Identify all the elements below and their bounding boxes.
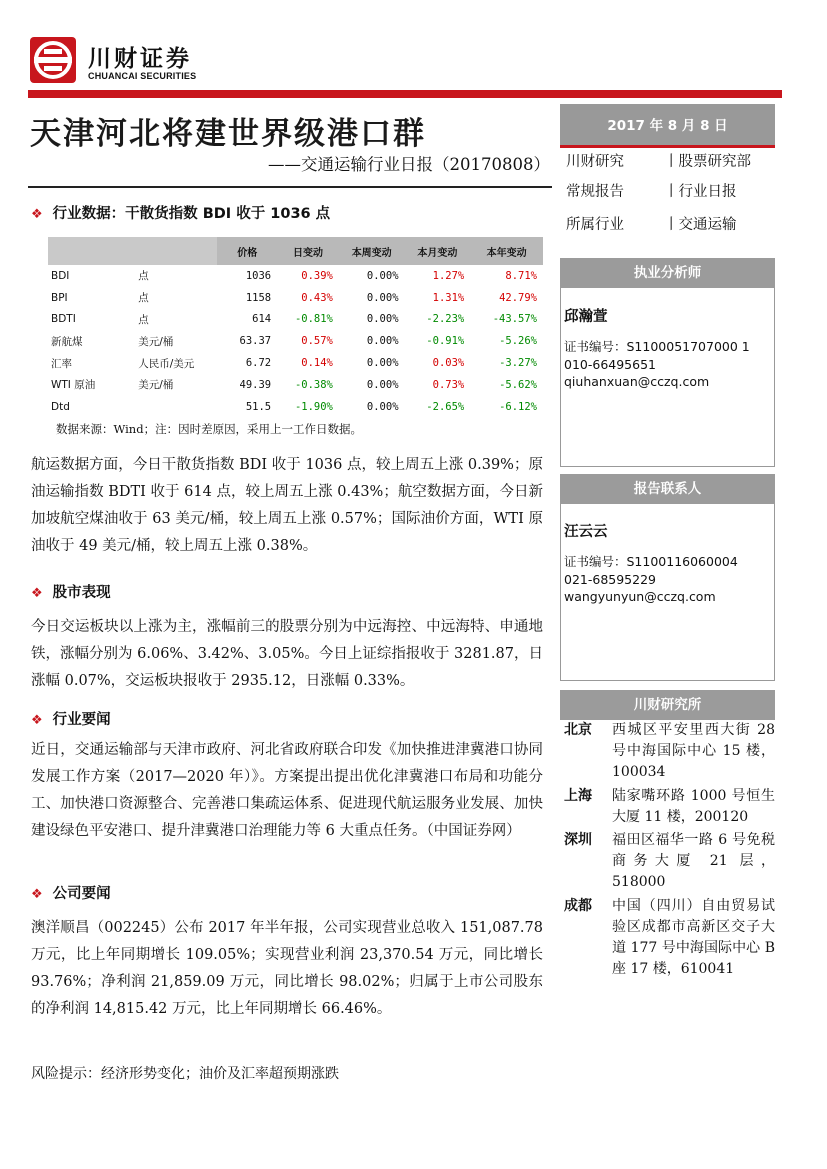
table-row bbox=[48, 330, 543, 352]
section-heading-company-news: ❖ 公司要闻 bbox=[31, 886, 111, 902]
row-day-change: 0.43% bbox=[301, 291, 333, 304]
row-week-change: 0.00% bbox=[366, 335, 399, 348]
row-unit: 人民币/美元 bbox=[138, 357, 195, 370]
page-subtitle: ——交通运输行业日报（20170808） bbox=[268, 155, 550, 174]
row-price: 6.72 bbox=[245, 357, 272, 370]
row-month-change: -0.91% bbox=[426, 335, 465, 348]
chuancai-logo-icon bbox=[30, 37, 76, 83]
office-address: 福田区福华一路 6 号免税商务大厦 21 层，518000 bbox=[612, 832, 775, 890]
row-day-change: -0.81% bbox=[294, 313, 333, 326]
office-address: 陆家嘴环路 1000 号恒生大厦 11 楼，200120 bbox=[612, 788, 775, 825]
row-name: WTI 原油 bbox=[51, 379, 96, 392]
office-beijing bbox=[564, 720, 775, 783]
analyst-section-heading: 执业分析师 bbox=[560, 258, 775, 288]
analyst-phone: 010-66495651 bbox=[564, 356, 656, 372]
info-row-research bbox=[566, 150, 751, 171]
office-city: 深圳 bbox=[564, 832, 592, 848]
market-paragraph: 今日交运板块以上涨为主，涨幅前三的股票分别为中远海控、中远海特、申通地铁，涨幅分别为 6.06%、3.42%、3.05%。今日上证综指报收于 3281.87，日涨幅 0.07%，交运板块报收于 2935.12，日涨幅 0.33%。 bbox=[31, 619, 543, 689]
header-divider bbox=[28, 90, 782, 98]
office-shanghai bbox=[564, 786, 775, 828]
info-row-report-type bbox=[566, 180, 737, 201]
row-unit bbox=[138, 396, 217, 418]
table-row bbox=[48, 287, 543, 309]
row-month-change: -2.23% bbox=[426, 313, 465, 326]
row-name: 新航煤 bbox=[51, 335, 83, 348]
row-price: 614 bbox=[252, 313, 272, 326]
table-row bbox=[48, 309, 543, 331]
analyst-cert: 证书编号：S1100051707000 1 bbox=[564, 339, 750, 354]
row-price: 51.5 bbox=[245, 400, 272, 413]
table-header-cell: 日变动 bbox=[277, 237, 339, 265]
table-header-cell: 本周变动 bbox=[339, 237, 405, 265]
row-unit: 美元/桶 bbox=[138, 379, 174, 392]
brand-english-name: CHUANCAI SECURITIES bbox=[88, 71, 197, 81]
contact-cert: 证书编号：S1100116060004 bbox=[564, 554, 738, 569]
row-month-change: -2.65% bbox=[426, 400, 465, 413]
section-heading-industry-news: ❖ 行业要闻 bbox=[31, 712, 111, 728]
info-value: 丨股票研究部 bbox=[664, 154, 751, 170]
page-title: 天津河北将建世界级港口群 bbox=[30, 116, 426, 152]
company-news-paragraph: 澳洋顺昌（002245）公布 2017 年半年报，公司实现营业总收入 151,087.78 万元，比上年同期增长 109.05%；实现营业利润 23,370.54 万元，同比增长 93.76%；净利润 21,859.09 万元，同比增长 98.02%；归属于上市公司股东的净利润 14,815.42 万元，比上年同期增长 66.46%。 bbox=[31, 920, 543, 1017]
table-row bbox=[48, 396, 543, 418]
info-value: 丨行业日报 bbox=[664, 184, 737, 200]
table-row bbox=[48, 352, 543, 374]
section-heading-industry-data: ❖ 行业数据：干散货指数 BDI 收于 1036 点 bbox=[31, 206, 331, 222]
info-label: 常规报告 bbox=[566, 184, 624, 200]
report-date: 2017 年 8 月 8 日 bbox=[560, 104, 775, 148]
row-unit: 点 bbox=[138, 292, 149, 305]
row-year-change: -6.12% bbox=[499, 400, 537, 413]
title-divider bbox=[28, 186, 552, 188]
row-price: 49.39 bbox=[239, 378, 272, 391]
row-day-change: 0.57% bbox=[301, 335, 333, 348]
row-name: BDTI bbox=[51, 313, 76, 326]
row-price: 1036 bbox=[245, 269, 272, 282]
table-header-cell: 价格 bbox=[217, 237, 277, 265]
row-name: 汇率 bbox=[51, 357, 72, 370]
row-year-change: -5.26% bbox=[499, 335, 537, 348]
row-year-change: -43.57% bbox=[492, 313, 537, 326]
row-year-change: 8.71% bbox=[505, 269, 537, 282]
office-shenzhen bbox=[564, 830, 775, 893]
contact-section-heading: 报告联系人 bbox=[560, 474, 775, 504]
contact-phone: 021-68595229 bbox=[564, 571, 656, 587]
row-price: 1158 bbox=[245, 291, 272, 304]
table-source-note: 数据来源：Wind；注：因时差原因，采用上一工作日数据。 bbox=[56, 422, 363, 436]
analyst-contact bbox=[564, 338, 750, 391]
info-label: 所属行业 bbox=[566, 217, 624, 233]
table-header-blank bbox=[48, 237, 217, 265]
institute-section-heading: 川财研究所 bbox=[560, 690, 775, 720]
row-week-change: 0.00% bbox=[366, 378, 399, 391]
contact-name: 汪云云 bbox=[564, 524, 608, 540]
row-month-change: 1.27% bbox=[432, 269, 465, 282]
row-name: BDI bbox=[51, 269, 70, 282]
info-row-industry bbox=[566, 213, 737, 234]
row-day-change: 0.14% bbox=[301, 357, 333, 370]
row-unit: 点 bbox=[138, 270, 149, 283]
section-heading-stock-market: ❖ 股市表现 bbox=[31, 585, 111, 601]
office-address: 中国（四川）自由贸易试验区成都市高新区交子大道 177 号中海国际中心 B 座 17 楼，610041 bbox=[612, 898, 775, 977]
row-unit: 美元/桶 bbox=[138, 335, 174, 348]
office-city: 上海 bbox=[564, 788, 592, 804]
info-label: 川财研究 bbox=[566, 154, 624, 170]
row-week-change: 0.00% bbox=[366, 269, 399, 282]
row-price: 63.37 bbox=[239, 335, 272, 348]
analyst-name: 邱瀚萱 bbox=[564, 309, 608, 325]
analyst-email[interactable]: qiuhanxuan@cczq.com bbox=[564, 374, 710, 389]
contact-email[interactable]: wangyunyun@cczq.com bbox=[564, 589, 716, 604]
brand-name: 川财证券 bbox=[88, 46, 192, 72]
row-unit: 点 bbox=[138, 313, 149, 326]
office-city: 北京 bbox=[564, 722, 592, 738]
diamond-bullet-icon: ❖ bbox=[31, 207, 43, 222]
table-header-row bbox=[48, 237, 543, 265]
risk-warning: 风险提示：经济形势变化；油价及汇率超预期涨跌 bbox=[31, 1066, 339, 1082]
table-header-cell: 本月变动 bbox=[405, 237, 471, 265]
row-day-change: 0.39% bbox=[301, 269, 333, 282]
row-week-change: 0.00% bbox=[366, 357, 399, 370]
office-chengdu bbox=[564, 896, 775, 1001]
row-week-change: 0.00% bbox=[366, 400, 399, 413]
row-week-change: 0.00% bbox=[366, 313, 399, 326]
row-day-change: -0.38% bbox=[294, 378, 333, 391]
shipping-data-paragraph: 航运数据方面，今日干散货指数 BDI 收于 1036 点，较上周五上涨 0.39%；原油运输指数 BDTI 收于 614 点，较上周五上涨 0.43%；航空数据方面，今日新加坡航空煤油收于 63 美元/桶，较上周五上涨 0.57%；国际油价方面，WTI 原油收于 49 美元/桶，较上周五上涨 0.38%。 bbox=[31, 457, 543, 554]
row-day-change: -1.90% bbox=[294, 400, 333, 413]
industry-news-paragraph: 近日，交通运输部与天津市政府、河北省政府联合印发《加快推进津冀港口协同发展工作方案（2017—2020 年）》。方案提出提出优化津冀港口布局和功能分工、加快港口资源整合、完善港口集疏运体系、促进现代航运服务业发展、加快建设绿色平安港口、提升津冀港口治理能力等 6 大重点任务。（中国证券网） bbox=[31, 742, 543, 839]
info-value: 丨交通运输 bbox=[664, 217, 737, 233]
diamond-bullet-icon: ❖ bbox=[31, 713, 43, 728]
table-row bbox=[48, 374, 543, 396]
office-address: 西城区平安里西大街 28 号中海国际中心 15 楼，100034 bbox=[612, 722, 775, 780]
table-header-cell: 本年变动 bbox=[470, 237, 543, 265]
row-month-change: 0.03% bbox=[432, 357, 465, 370]
row-year-change: -5.62% bbox=[499, 378, 537, 391]
row-year-change: 42.79% bbox=[499, 291, 537, 304]
row-year-change: -3.27% bbox=[499, 357, 537, 370]
diamond-bullet-icon: ❖ bbox=[31, 887, 43, 902]
table-row bbox=[48, 265, 543, 287]
row-month-change: 0.73% bbox=[432, 378, 465, 391]
row-name: Dtd bbox=[51, 400, 70, 413]
row-week-change: 0.00% bbox=[366, 291, 399, 304]
row-month-change: 1.31% bbox=[432, 291, 465, 304]
contact-details bbox=[564, 553, 738, 606]
market-data-table bbox=[48, 237, 543, 418]
row-name: BPI bbox=[51, 291, 68, 304]
office-city: 成都 bbox=[564, 898, 592, 914]
diamond-bullet-icon: ❖ bbox=[31, 586, 43, 601]
